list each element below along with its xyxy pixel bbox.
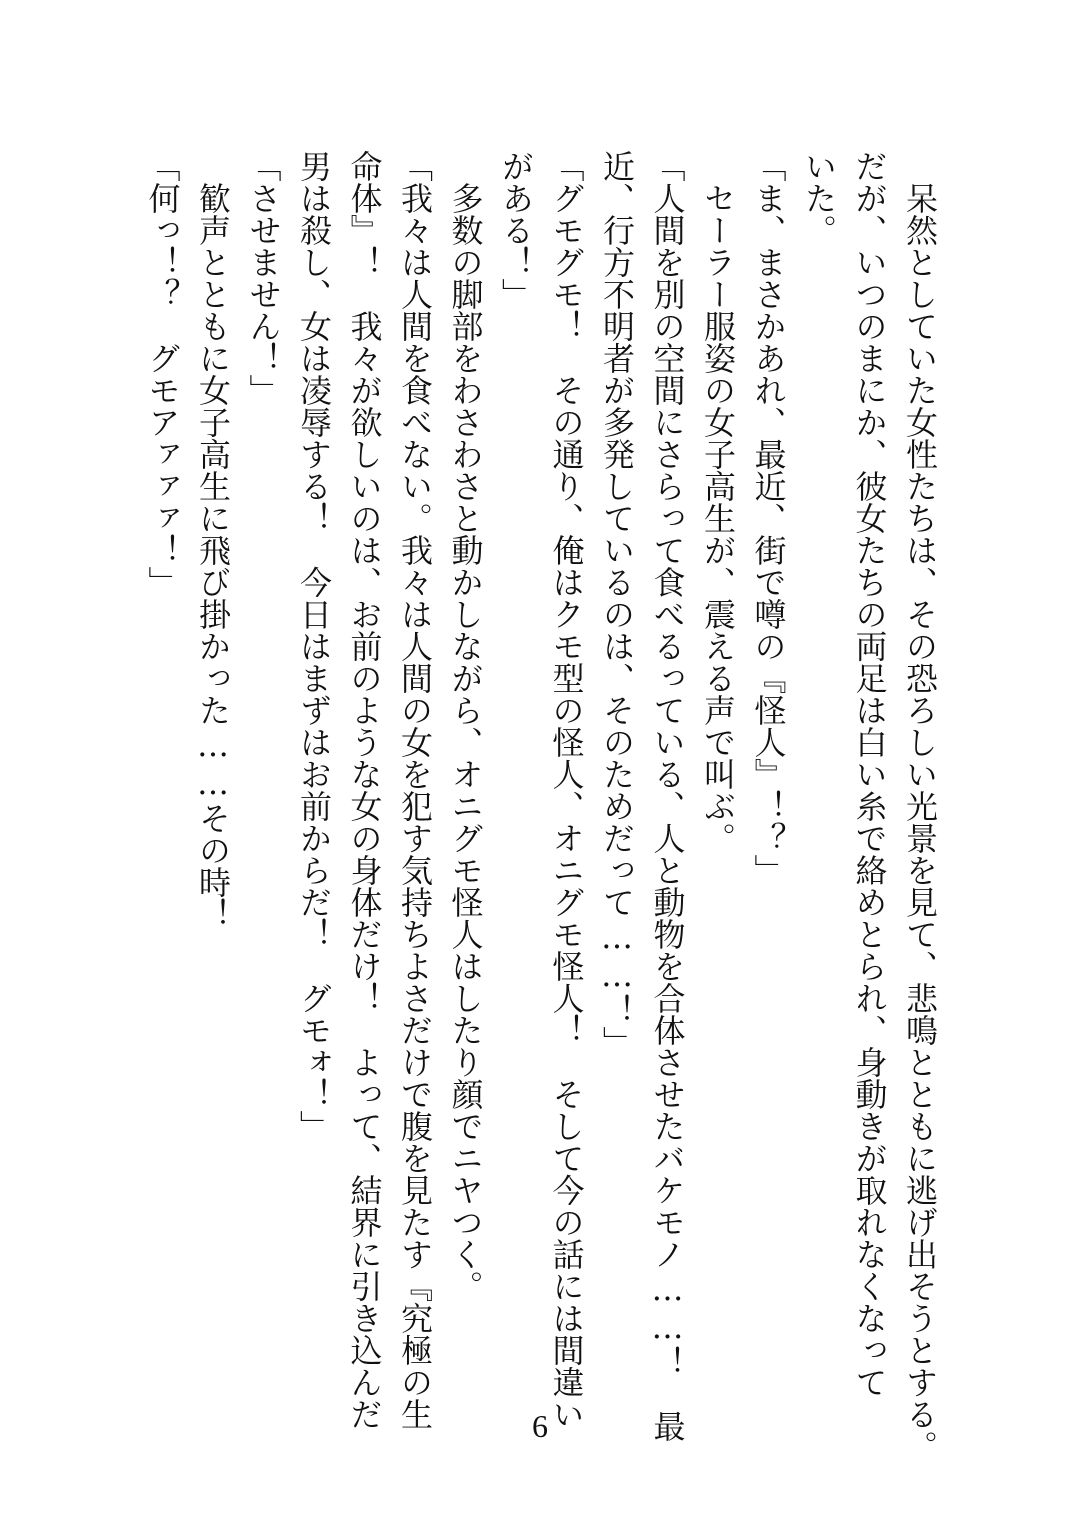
text-line: 命体』！ 我々が欲しいのは、お前のような女の身体だけ！ よって、結界に引き込んだ (345, 150, 384, 1430)
text-line: 呆然としていた女性たちは、その恐ろしい光景を見て、悲鳴とともに逃げ出そうとする。 (901, 150, 939, 1462)
text-line: 「させません！」 (244, 150, 283, 406)
text-line: 近、行方不明者が多発しているのは、そのためだって……！」 (598, 150, 636, 1058)
text-line: 男は殺し、女は凌辱する！ 今日はまずはお前からだ！ グモォ！」 (295, 150, 333, 1142)
text-line: 多数の脚部をわさわさと動かしながら、オニグモ怪人はしたり顔でニヤつく。 (446, 150, 485, 1302)
text-line: 「何っ！？ グモアァァァ！」 (143, 150, 182, 598)
text-line: だが、いつのまにか、彼女たちの両足は白い糸で絡めとられ、身動きが取れなくなって (850, 150, 889, 1398)
text-line: セーラー服姿の女子高生が、震える声で叫ぶ。 (699, 150, 737, 854)
text-line: 「我々は人間を食べない。我々は人間の女を犯す気持ちよさだけで腹を見たす『究極の生 (396, 150, 434, 1430)
page-number: 6 (532, 1408, 548, 1444)
text-line: 「ま、まさかあれ、最近、街で噂の『怪人』！？」 (749, 150, 788, 886)
text-line: 「人間を別の空間にさらって食べるっている、人と動物を合体させたバケモノ……！ 最 (648, 150, 687, 1442)
text-line: 歓声とともに女子高生に飛び掛かった……その時！ (194, 150, 232, 930)
text-line: がある！」 (497, 150, 535, 310)
vertical-text-body (137, 150, 945, 1462)
text-line: いた。 (800, 150, 838, 246)
text-line: 「グモグモ！ その通り、俺はクモ型の怪人、オニグモ怪人！ そして今の話には間違い (547, 150, 586, 1430)
